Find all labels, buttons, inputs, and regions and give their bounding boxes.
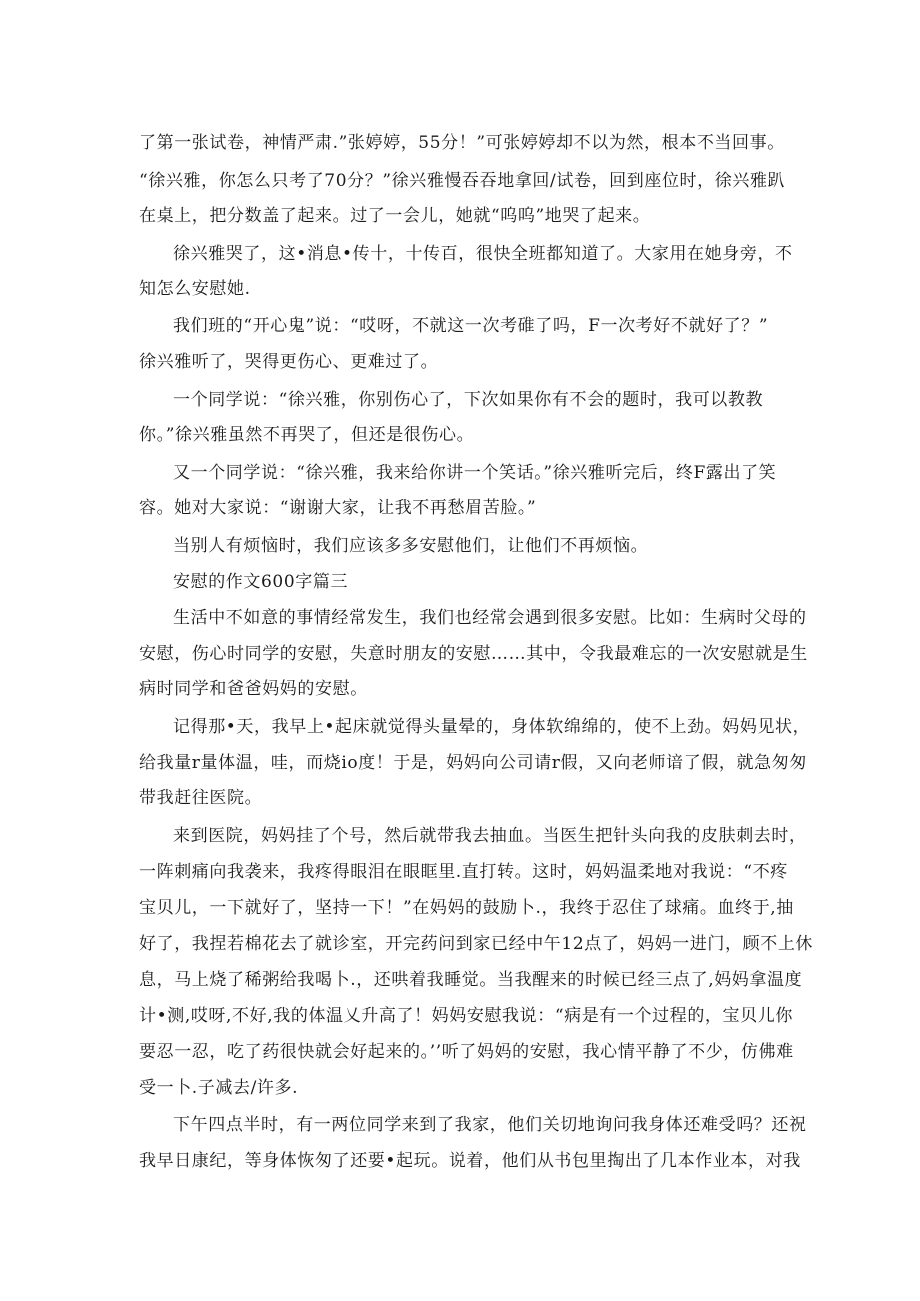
text-line: 受一卜.子减去/许多.	[139, 1078, 299, 1098]
text-line: 好了，我捏若棉花去了就诊室，开完药问到家已经中午12点了，妈妈一进门，顾不上休	[139, 934, 814, 954]
text-line: 下午四点半时，有一两位同学来到了我家，他们关切地询问我身体还难受吗？还祝	[173, 1115, 807, 1135]
text-line: 徐兴雅哭了，这•消息•传十，十传百，很快全班都知道了。大家用在她身旁，不	[173, 244, 793, 264]
text-line: 一个同学说：“徐兴雅，你别伤心了，下次如果你有不会的题时，我可以教教	[173, 390, 764, 410]
text-line: 一阵刺痛向我袭来，我疼得眼泪在眼眶里.直打转。这时，妈妈温柔地对我说：“不疼	[139, 862, 788, 882]
text-line: 我们班的“开心鬼”说：“哎呀，不就这一次考碓了吗，F一次考好不就好了？”	[173, 316, 769, 336]
text-line: 徐兴雅听了，哭得更伤心、更难过了。	[139, 352, 439, 372]
text-line: 病时同学和爸爸妈妈的安慰。	[139, 679, 368, 699]
text-line: 宝贝儿，一下就好了，坚持一下！”在妈妈的鼓励卜.，我终于忍住了球痛。血终于,抽	[139, 898, 794, 918]
text-line: 容。她对大家说：“谢谢大家，让我不再愁眉苦脸。”	[139, 498, 537, 518]
text-line: 息，马上烧了稀粥给我喝卜.，还哄着我睡觉。当我醒来的时候已经三点了,妈妈拿温度	[139, 970, 803, 990]
text-line: 要忍一忍，吃了药很快就会好起来的。’’听了妈妈的安慰，我心情平静了不少，仿佛难	[139, 1042, 794, 1062]
text-line: 你。”徐兴雅虽然不再哭了，但还是很伤心。	[139, 425, 475, 445]
text-line: 了第一张试卷，神情严肃.”张婷婷，55分！”可张婷婷却不以为然，根本不当回事。	[139, 133, 785, 153]
text-line: 知怎么安慰她.	[139, 279, 251, 299]
text-line: 记得那•天，我早上•起床就觉得头量晕的，身体软绵绵的，使不上劲。妈妈见状，	[173, 717, 811, 737]
text-line: 在桌上，把分数盖了起来。过了一会儿，她就“呜呜”地哭了起来。	[139, 206, 651, 226]
text-line: “徐兴雅，你怎么只考了70分？”徐兴雅慢吞吞地拿回/试卷，回到座位时，徐兴雅趴	[139, 171, 786, 191]
text-line: 安慰，伤心时同学的安慰，失意时朋友的安慰……其中，令我最难忘的一次安慰就是生	[139, 644, 808, 664]
text-line: 生活中不如意的事情经常发生，我们也经常会遇到很多安慰。比如：生病时父母的	[173, 608, 807, 628]
text-line: 来到医院，妈妈挂了个号，然后就带我去抽血。当医生把针头向我的皮肤刺去时，	[173, 826, 807, 846]
text-line: 又一个同学说：“徐兴雅，我来给你讲一个笑话。”徐兴雅听完后，终F露出了笑	[173, 463, 777, 483]
text-line: 给我量r量体温，哇，而烧io度！于是，妈妈向公司请r假，又向老师谙了假，就急匆匆	[139, 753, 807, 773]
text-line: 我早日康纪，等身体恢匆了还要•起玩。说着，他们从书包里掏出了几本作业本，对我	[139, 1151, 801, 1171]
text-line: 带我赶往医院。	[139, 788, 263, 808]
text-line: 计•测,哎呀,不好,我的体温乂升高了！妈妈安慰我说：“病是有一个过程的，宝贝儿你	[139, 1006, 793, 1026]
text-line: 当别人有烦恼时，我们应该多多安慰他们，让他们不再烦恼。	[173, 536, 649, 556]
section-heading: 安慰的作文600字篇三	[173, 572, 349, 592]
